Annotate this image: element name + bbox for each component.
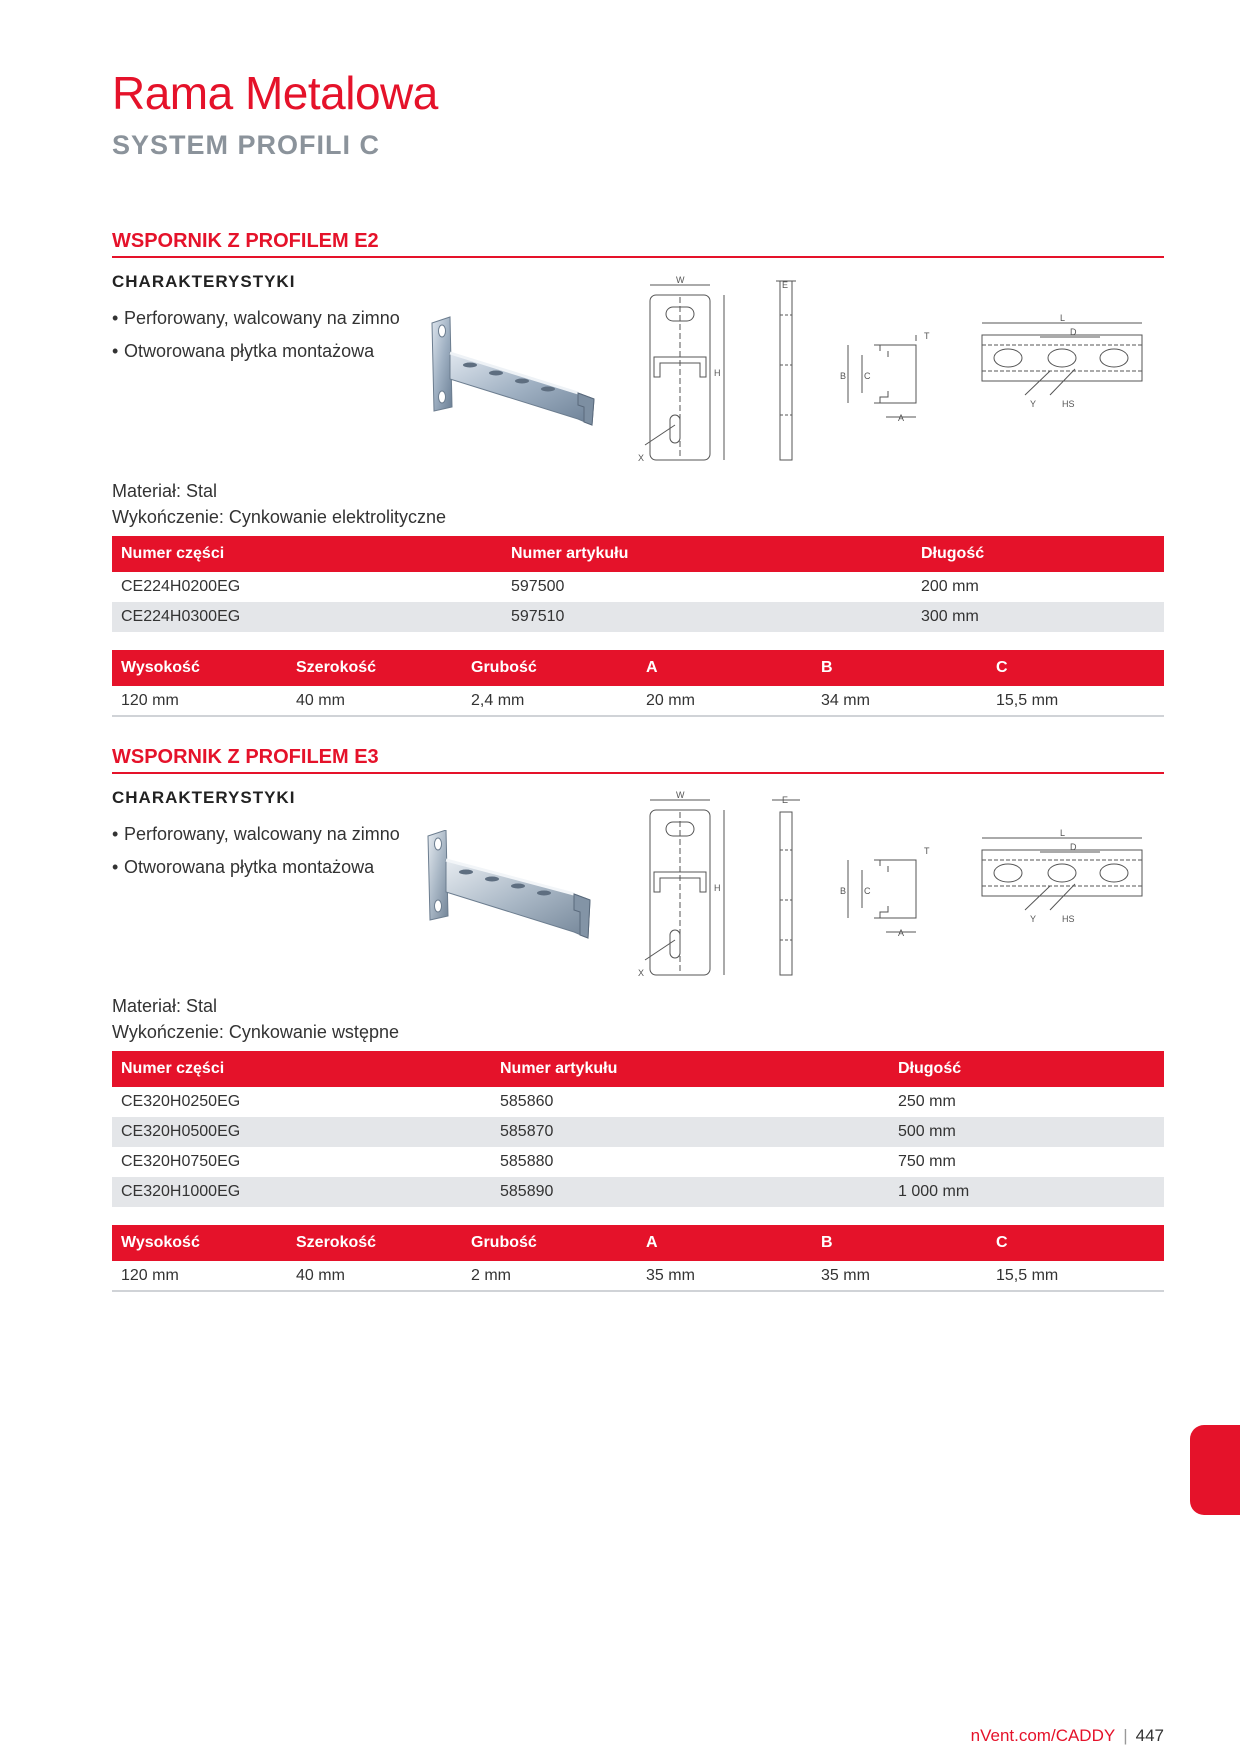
page-title: Rama Metalowa: [112, 67, 438, 119]
dim-label-y: Y: [1030, 399, 1037, 409]
dim-label-h: H: [714, 883, 721, 893]
table-cell: 585870: [491, 1117, 889, 1147]
table-row: [112, 572, 1164, 602]
dim-label-l: L: [1060, 313, 1066, 323]
material-text: Materiał: Stal: [112, 481, 218, 501]
table-row: [112, 1117, 1164, 1147]
feature-item: • Perforowany, walcowany na zimno: [112, 306, 412, 331]
dim-label-e: E: [782, 280, 789, 290]
table-cell: 40 mm: [287, 686, 462, 716]
material-block-e3: [112, 993, 399, 1045]
finish-text: Wykończenie: Cynkowanie wstępne: [112, 1022, 399, 1042]
dims-table-e2: [112, 650, 1164, 717]
table-header: C: [987, 650, 1164, 686]
dim-label-e: E: [782, 795, 789, 805]
dim-label-t: T: [924, 331, 930, 341]
table-header: B: [812, 650, 987, 686]
table-cell: 40 mm: [287, 1261, 462, 1291]
dim-label-x: X: [638, 453, 645, 463]
characteristics-title: CHARAKTERYSTYKI: [112, 272, 296, 291]
dim-label-a: A: [898, 413, 905, 423]
footer-site-link[interactable]: nVent.com/CADDY: [970, 1726, 1116, 1745]
table-header: Numer artykułu: [502, 536, 912, 572]
feature-item: • Otworowana płytka montażowa: [112, 339, 412, 364]
section-title: WSPORNIK Z PROFILEM E3: [112, 746, 1164, 774]
feature-item: • Otworowana płytka montażowa: [112, 855, 412, 880]
table-header: B: [812, 1225, 987, 1261]
table-cell: 120 mm: [112, 686, 287, 716]
dim-label-t: T: [924, 846, 930, 856]
table-header: A: [637, 650, 812, 686]
dim-label-b: B: [840, 371, 847, 381]
table-header: Wysokość: [112, 1225, 287, 1261]
table-header: Numer artykułu: [491, 1051, 889, 1087]
material-block-e2: [112, 478, 446, 530]
table-cell: 34 mm: [812, 686, 987, 716]
dim-label-a: A: [898, 928, 905, 938]
technical-drawing-e3: [630, 790, 1150, 985]
parts-table-e3: [112, 1051, 1164, 1207]
table-row: [112, 686, 1164, 716]
feature-item: • Perforowany, walcowany na zimno: [112, 822, 412, 847]
product-photo-e2: [428, 315, 598, 430]
dim-label-w: W: [676, 790, 685, 800]
table-cell: 500 mm: [889, 1117, 1164, 1147]
table-cell: CE224H0300EG: [112, 602, 502, 632]
table-cell: 250 mm: [898, 1093, 956, 1110]
material-text: Materiał: Stal: [112, 996, 218, 1016]
table-cell: 15,5 mm: [987, 686, 1164, 716]
dims-table-e3: [112, 1225, 1164, 1292]
table-cell: CE320H0250EG: [121, 1093, 241, 1110]
dim-label-y: Y: [1030, 914, 1037, 924]
table-header: Numer części: [112, 536, 502, 572]
table-cell: 120 mm: [112, 1261, 287, 1291]
table-cell: 597510: [502, 602, 912, 632]
characteristics-title: CHARAKTERYSTYKI: [112, 788, 296, 807]
dim-label-d: D: [1070, 327, 1077, 337]
table-cell: 597500: [511, 578, 565, 595]
dim-label-h: H: [714, 368, 721, 378]
table-header: Wysokość: [112, 650, 287, 686]
table-cell: CE320H1000EG: [112, 1177, 491, 1207]
table-cell: 750 mm: [898, 1153, 956, 1170]
table-cell: CE224H0200EG: [121, 578, 241, 595]
dim-label-hs: HS: [1062, 399, 1075, 409]
chapter-tab[interactable]: [1190, 1425, 1240, 1515]
page-subtitle: SYSTEM PROFILI C: [112, 130, 381, 160]
table-cell: 2,4 mm: [462, 686, 637, 716]
footer-separator: |: [1123, 1726, 1128, 1745]
table-header: Grubość: [462, 1225, 637, 1261]
table-header: Numer części: [112, 1051, 491, 1087]
table-cell: 300 mm: [912, 602, 1164, 632]
table-cell: CE320H0500EG: [112, 1117, 491, 1147]
footer: [971, 1726, 1164, 1746]
dim-label-w: W: [676, 275, 685, 285]
table-row: [112, 1177, 1164, 1207]
dim-label-d: D: [1070, 842, 1077, 852]
feature-list: [112, 306, 412, 364]
table-row: [112, 1147, 1164, 1177]
table-header: Szerokość: [287, 1225, 462, 1261]
table-cell: 15,5 mm: [987, 1261, 1164, 1291]
table-cell: 35 mm: [812, 1261, 987, 1291]
table-cell: 585860: [500, 1093, 554, 1110]
dim-label-x: X: [638, 968, 645, 978]
table-cell: 200 mm: [921, 578, 979, 595]
dim-label-l: L: [1060, 828, 1066, 838]
table-cell: CE320H0750EG: [121, 1153, 241, 1170]
page-number: 447: [1135, 1726, 1164, 1745]
table-cell: 585890: [491, 1177, 889, 1207]
table-header: Grubość: [462, 650, 637, 686]
table-cell: 2 mm: [462, 1261, 637, 1291]
table-cell: 585880: [500, 1153, 554, 1170]
table-header: A: [637, 1225, 812, 1261]
table-row: [112, 1087, 1164, 1117]
table-cell: 35 mm: [637, 1261, 812, 1291]
table-header: C: [987, 1225, 1164, 1261]
dim-label-hs: HS: [1062, 914, 1075, 924]
parts-table-e2: [112, 536, 1164, 632]
technical-drawing-e2: [630, 275, 1150, 470]
table-row: [112, 1261, 1164, 1291]
table-row: [112, 602, 1164, 632]
product-photo-e3: [424, 830, 594, 945]
dim-label-c: C: [864, 886, 871, 896]
table-header: Długość: [889, 1051, 1164, 1087]
table-header: Długość: [912, 536, 1164, 572]
dim-label-c: C: [864, 371, 871, 381]
table-cell: 1 000 mm: [889, 1177, 1164, 1207]
feature-list: [112, 822, 412, 880]
finish-text: Wykończenie: Cynkowanie elektrolityczne: [112, 507, 446, 527]
dim-label-b: B: [840, 886, 847, 896]
table-header: Szerokość: [287, 650, 462, 686]
table-cell: 20 mm: [637, 686, 812, 716]
section-title: WSPORNIK Z PROFILEM E2: [112, 230, 1164, 258]
